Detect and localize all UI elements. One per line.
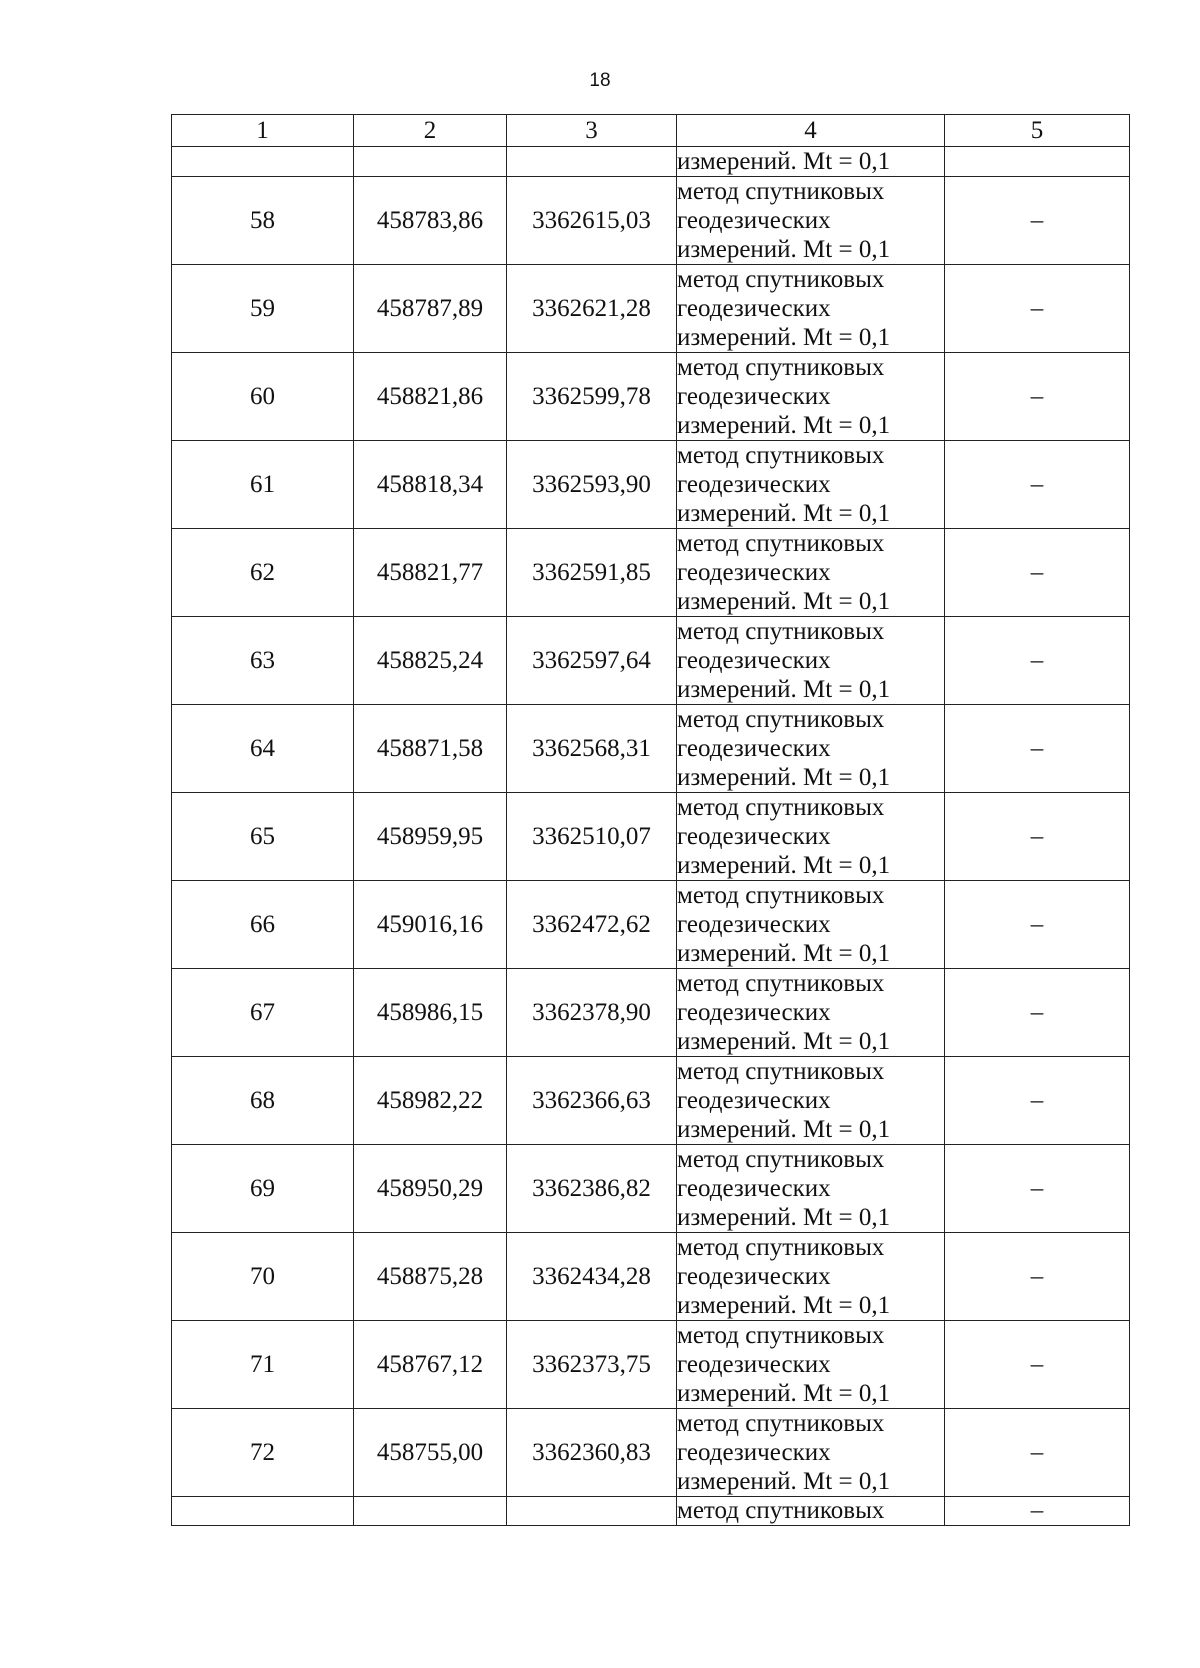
table-row xyxy=(172,969,1130,1057)
column-header-1: 1 xyxy=(172,115,354,147)
y-coordinate-cell: 3362360,83 xyxy=(507,1409,677,1497)
y-coordinate-cell: 3362621,28 xyxy=(507,265,677,353)
column-header-3: 3 xyxy=(507,115,677,147)
continuation-row-bottom xyxy=(172,1497,1130,1526)
x-coordinate-cell: 458871,58 xyxy=(354,705,507,793)
x-coordinate-cell xyxy=(354,147,507,177)
note-cell: – xyxy=(945,353,1130,441)
point-number-cell: 70 xyxy=(172,1233,354,1321)
method-cell: метод спутниковых геодезических измерений. Mt = 0,1 xyxy=(677,881,945,969)
x-coordinate-cell xyxy=(354,1497,507,1526)
note-cell: – xyxy=(945,1409,1130,1497)
page-number: 18 xyxy=(589,70,611,91)
y-coordinate-cell: 3362386,82 xyxy=(507,1145,677,1233)
column-header-2: 2 xyxy=(354,115,507,147)
table-row xyxy=(172,529,1130,617)
x-coordinate-cell: 458755,00 xyxy=(354,1409,507,1497)
x-coordinate-cell: 458959,95 xyxy=(354,793,507,881)
point-number-cell xyxy=(172,147,354,177)
table-row xyxy=(172,1145,1130,1233)
x-coordinate-cell: 458950,29 xyxy=(354,1145,507,1233)
y-coordinate-cell: 3362568,31 xyxy=(507,705,677,793)
table-row xyxy=(172,265,1130,353)
method-cell: метод спутниковых геодезических измерений. Mt = 0,1 xyxy=(677,1321,945,1409)
table-row xyxy=(172,617,1130,705)
y-coordinate-cell: 3362615,03 xyxy=(507,177,677,265)
note-cell: – xyxy=(945,529,1130,617)
method-cell: метод спутниковых геодезических измерений. Mt = 0,1 xyxy=(677,969,945,1057)
note-cell: – xyxy=(945,1057,1130,1145)
note-cell: – xyxy=(945,969,1130,1057)
point-number-cell: 72 xyxy=(172,1409,354,1497)
table-row xyxy=(172,1233,1130,1321)
table-row xyxy=(172,1409,1130,1497)
table-row xyxy=(172,441,1130,529)
point-number-cell: 71 xyxy=(172,1321,354,1409)
y-coordinate-cell: 3362599,78 xyxy=(507,353,677,441)
note-cell: – xyxy=(945,1497,1130,1526)
point-number-cell: 62 xyxy=(172,529,354,617)
x-coordinate-cell: 458825,24 xyxy=(354,617,507,705)
note-cell: – xyxy=(945,1321,1130,1409)
method-cell: метод спутниковых геодезических измерений. Mt = 0,1 xyxy=(677,793,945,881)
point-number-cell: 66 xyxy=(172,881,354,969)
point-number-cell: 65 xyxy=(172,793,354,881)
point-number-cell: 61 xyxy=(172,441,354,529)
method-cell: метод спутниковых геодезических измерений. Mt = 0,1 xyxy=(677,529,945,617)
table-row xyxy=(172,353,1130,441)
x-coordinate-cell: 459016,16 xyxy=(354,881,507,969)
column-header-5: 5 xyxy=(945,115,1130,147)
method-cell: метод спутниковых геодезических измерений. Mt = 0,1 xyxy=(677,1145,945,1233)
method-cell: метод спутниковых геодезических измерений. Mt = 0,1 xyxy=(677,1057,945,1145)
method-cell: метод спутниковых геодезических измерений. Mt = 0,1 xyxy=(677,1233,945,1321)
note-cell: – xyxy=(945,1145,1130,1233)
table-row xyxy=(172,881,1130,969)
y-coordinate-cell: 3362373,75 xyxy=(507,1321,677,1409)
method-cell: метод спутниковых xyxy=(677,1497,945,1526)
method-cell: метод спутниковых геодезических измерений. Mt = 0,1 xyxy=(677,441,945,529)
column-header-4: 4 xyxy=(677,115,945,147)
point-number-cell: 68 xyxy=(172,1057,354,1145)
x-coordinate-cell: 458875,28 xyxy=(354,1233,507,1321)
point-number-cell: 69 xyxy=(172,1145,354,1233)
y-coordinate-cell xyxy=(507,1497,677,1526)
note-cell: – xyxy=(945,617,1130,705)
y-coordinate-cell: 3362597,64 xyxy=(507,617,677,705)
method-cell: метод спутниковых геодезических измерений. Mt = 0,1 xyxy=(677,1409,945,1497)
x-coordinate-cell: 458982,22 xyxy=(354,1057,507,1145)
y-coordinate-cell: 3362434,28 xyxy=(507,1233,677,1321)
point-number-cell: 67 xyxy=(172,969,354,1057)
table-row xyxy=(172,705,1130,793)
x-coordinate-cell: 458787,89 xyxy=(354,265,507,353)
method-cell: метод спутниковых геодезических измерений. Mt = 0,1 xyxy=(677,705,945,793)
y-coordinate-cell: 3362591,85 xyxy=(507,529,677,617)
method-cell: метод спутниковых геодезических измерений. Mt = 0,1 xyxy=(677,265,945,353)
table-header-row xyxy=(172,115,1130,147)
y-coordinate-cell: 3362510,07 xyxy=(507,793,677,881)
x-coordinate-cell: 458767,12 xyxy=(354,1321,507,1409)
note-cell: – xyxy=(945,1233,1130,1321)
table-row xyxy=(172,177,1130,265)
point-number-cell xyxy=(172,1497,354,1526)
x-coordinate-cell: 458821,86 xyxy=(354,353,507,441)
x-coordinate-cell: 458818,34 xyxy=(354,441,507,529)
method-cell: метод спутниковых геодезических измерений. Mt = 0,1 xyxy=(677,177,945,265)
note-cell: – xyxy=(945,705,1130,793)
y-coordinate-cell xyxy=(507,147,677,177)
note-cell: – xyxy=(945,793,1130,881)
point-number-cell: 58 xyxy=(172,177,354,265)
x-coordinate-cell: 458986,15 xyxy=(354,969,507,1057)
note-cell: – xyxy=(945,177,1130,265)
point-number-cell: 64 xyxy=(172,705,354,793)
coordinates-table xyxy=(171,114,1130,1526)
table-row xyxy=(172,793,1130,881)
point-number-cell: 60 xyxy=(172,353,354,441)
point-number-cell: 59 xyxy=(172,265,354,353)
y-coordinate-cell: 3362472,62 xyxy=(507,881,677,969)
table-row xyxy=(172,1321,1130,1409)
method-cell: метод спутниковых геодезических измерений. Mt = 0,1 xyxy=(677,617,945,705)
method-cell: измерений. Mt = 0,1 xyxy=(677,147,945,177)
y-coordinate-cell: 3362593,90 xyxy=(507,441,677,529)
point-number-cell: 63 xyxy=(172,617,354,705)
note-cell: – xyxy=(945,265,1130,353)
x-coordinate-cell: 458821,77 xyxy=(354,529,507,617)
continuation-row-top xyxy=(172,147,1130,177)
note-cell: – xyxy=(945,881,1130,969)
table-row xyxy=(172,1057,1130,1145)
note-cell xyxy=(945,147,1130,177)
y-coordinate-cell: 3362378,90 xyxy=(507,969,677,1057)
method-cell: метод спутниковых геодезических измерений. Mt = 0,1 xyxy=(677,353,945,441)
note-cell: – xyxy=(945,441,1130,529)
x-coordinate-cell: 458783,86 xyxy=(354,177,507,265)
y-coordinate-cell: 3362366,63 xyxy=(507,1057,677,1145)
